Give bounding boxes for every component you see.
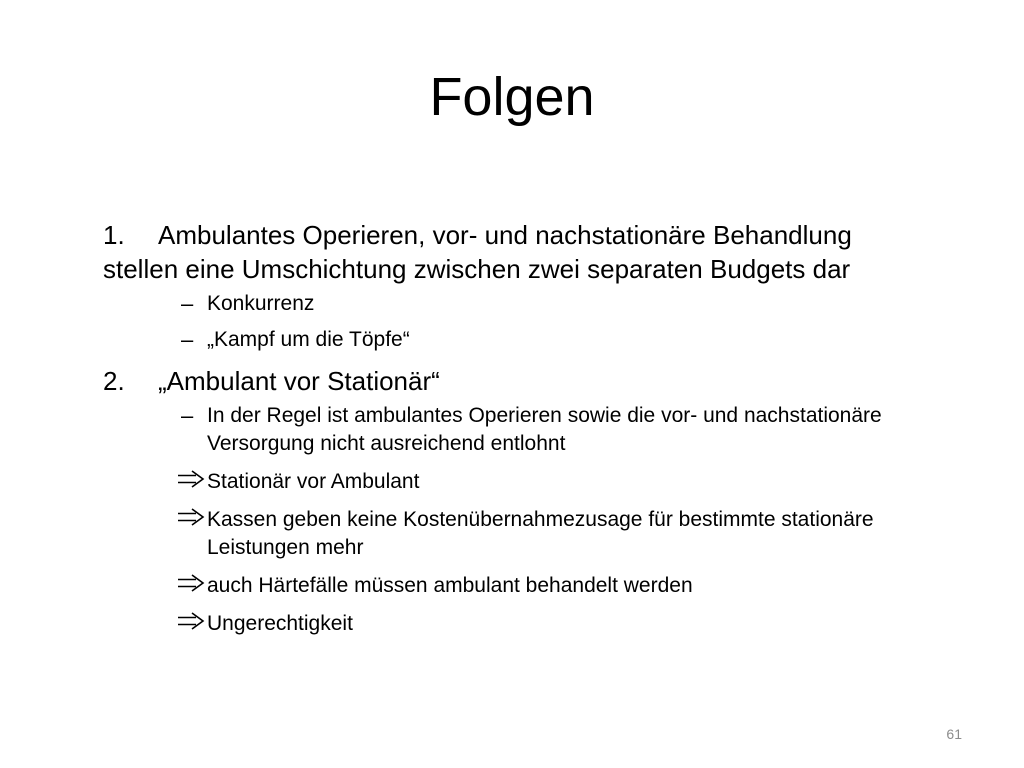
sub-item-kampf <box>103 326 893 354</box>
list-item-2 <box>103 364 893 398</box>
list-item-text: Ambulantes Operieren, vor- und nachstationäre Behandlung stellen eine Umschichtung zwischen zwei separaten Budgets dar <box>103 220 852 284</box>
implies-arrow-icon <box>176 469 206 489</box>
implies-arrow-icon <box>176 573 206 593</box>
list-number: 1. <box>103 220 125 250</box>
sub-item-konkurrenz <box>103 290 893 318</box>
dash-bullet: – <box>181 403 194 428</box>
list-item-1 <box>103 218 893 286</box>
implication-text: Ungerechtigkeit <box>207 612 353 635</box>
implies-arrow-icon <box>176 611 206 631</box>
implication-text: auch Härtefälle müssen ambulant behandelt werden <box>207 574 693 597</box>
implies-arrow-icon <box>176 507 206 527</box>
implication-item <box>103 572 893 600</box>
implication-text: Stationär vor Ambulant <box>207 470 420 493</box>
implication-item <box>103 506 893 562</box>
sub-item-text: „Kampf um die Töpfe“ <box>207 328 410 351</box>
sub-item-regel <box>103 402 893 458</box>
implication-item <box>103 610 893 638</box>
list-number: 2. <box>103 366 125 396</box>
list-item-text: „Ambulant vor Stationär“ <box>158 366 440 396</box>
dash-bullet: – <box>181 291 194 316</box>
page-number: 61 <box>946 726 962 742</box>
sub-item-text: In der Regel ist ambulantes Operieren sowie die vor- und nachstationäre Versorgung nicht ausreichend entlohnt <box>207 404 882 455</box>
implication-item <box>103 468 893 496</box>
dash-bullet: – <box>181 327 194 352</box>
sub-item-text: Konkurrenz <box>207 292 315 315</box>
implication-text: Kassen geben keine Kostenübernahmezusage für bestimmte stationäre Leistungen mehr <box>207 508 874 559</box>
slide-content <box>103 218 893 638</box>
slide-title: Folgen <box>429 67 595 127</box>
